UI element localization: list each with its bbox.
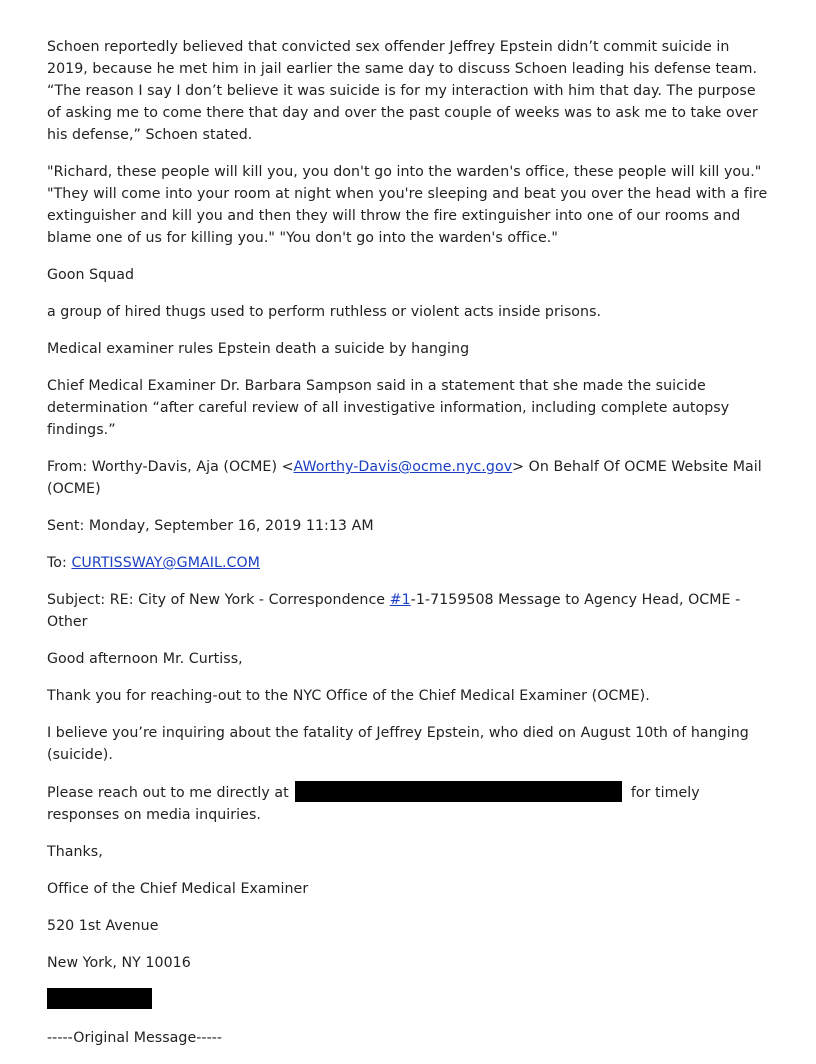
goon-squad-term: Goon Squad <box>47 267 135 283</box>
office-name: Office of the Chief Medical Examiner <box>47 881 309 897</box>
email-signoff: Thanks, <box>47 844 103 860</box>
reach-suffix: for timely responses on media inquiries. <box>47 785 700 823</box>
email-from-line <box>47 456 771 500</box>
to-prefix: To: <box>47 555 72 571</box>
email-inquiry: I believe you’re inquiring about the fatality of Jeffrey Epstein, who died on August 10th of hanging (suicide). <box>47 725 749 763</box>
original-message-divider: -----Original Message----- <box>47 1030 223 1046</box>
reach-prefix: Please reach out to me directly at <box>47 785 294 801</box>
subject-correspondence-link[interactable]: #1 <box>389 592 411 608</box>
subject-suffix: -1-7159508 Message to Agency Head, OCME - Other <box>47 592 741 630</box>
from-email-link[interactable]: AWorthy-Davis@ocme.nyc.gov <box>293 459 513 475</box>
sampson-statement: Chief Medical Examiner Dr. Barbara Sampson said in a statement that she made the suicide determination “after careful review of all investigative information, including complete autopsy findings.” <box>47 378 730 438</box>
subject-prefix: Subject: RE: City of New York - Correspondence <box>47 592 390 608</box>
redacted-contact <box>295 781 622 802</box>
email-thanks-line: Thank you for reaching-out to the NYC Office of the Chief Medical Examiner (OCME). <box>47 688 650 704</box>
address-line-2: New York, NY 10016 <box>47 955 191 971</box>
from-prefix: From: Worthy-Davis, Aja (OCME) < <box>47 459 294 475</box>
document-page <box>47 36 771 1064</box>
address-line-1: 520 1st Avenue <box>47 918 159 934</box>
schoen-paragraph: Schoen reportedly believed that convicted sex offender Jeffrey Epstein didn’t commit suicide in 2019, because he met him in jail earlier the same day to discuss Schoen leading his defense team. “The reason I say I don’t believe it was suicide is for my interaction with him that day. The purpose of asking me to come there that day and over the past couple of weeks was to ask me to take over his defense,” Schoen stated. <box>47 39 758 143</box>
email-subject-line <box>47 589 771 633</box>
to-email-link[interactable]: CURTISSWAY@GMAIL.COM <box>71 555 260 571</box>
richard-quote-paragraph: "Richard, these people will kill you, you don't go into the warden's office, these people will kill you." "They will come into your room at night when you're sleeping and beat you over the head with a fire extinguisher and kill you and then they will throw the fire extinguisher into one of our rooms and blame one of us for killing you." "You don't go into the warden's office." <box>47 164 768 246</box>
email-to-line <box>47 552 771 574</box>
headline: Medical examiner rules Epstein death a suicide by hanging <box>47 341 470 357</box>
email-reach-out <box>47 781 771 826</box>
email-sent-line: Sent: Monday, September 16, 2019 11:13 AM <box>47 518 374 534</box>
redacted-signature <box>47 988 152 1009</box>
email-greeting: Good afternoon Mr. Curtiss, <box>47 651 243 667</box>
goon-squad-definition: a group of hired thugs used to perform ruthless or violent acts inside prisons. <box>47 304 602 320</box>
from-suffix: > On Behalf Of OCME Website Mail (OCME) <box>47 459 762 497</box>
